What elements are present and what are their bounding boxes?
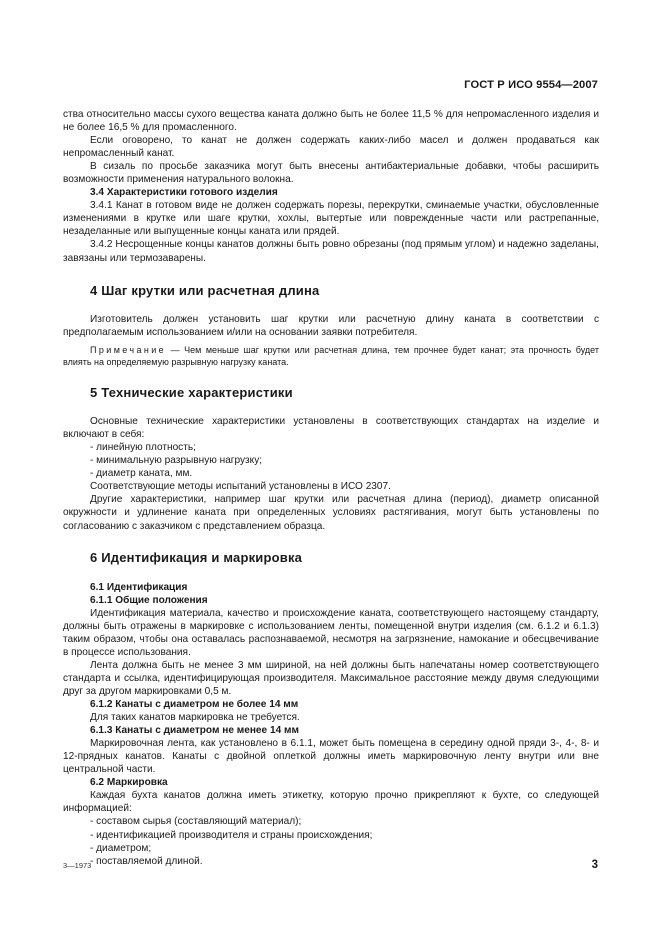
paragraph: Каждая бухта канатов должна иметь этикетку, которую прочно прикрепляют к бухте, со следующей информацией: xyxy=(63,790,599,815)
paragraph: Лента должна быть не менее 3 мм шириной, на ней должны быть напечатаны номер соответствующего стандарта и ссылка, идентифицирующая производителя. Максимальное расстояние между двумя следующими друг за другом маркировками 0,5 м. xyxy=(63,659,599,697)
section-heading-4: 4 Шаг крутки или расчетная длина xyxy=(90,282,320,298)
page-number: 3 xyxy=(591,859,598,871)
paragraph: 3.4.1 Канат в готовом виде не должен содержать порезы, перекрутки, сминаемые участки, обусловленные изменениями в крутке или шаге крутки, хохлы, вытертые или поврежденные части или растрепанные, незаделанные или выпущенные концы каната или прядей. xyxy=(63,200,599,238)
subsection-heading-6-1-2: 6.1.2 Канаты с диаметром не более 14 мм xyxy=(90,699,299,711)
section-heading-5: 5 Технические характеристики xyxy=(90,385,293,401)
section-heading-6: 6 Идентификация и маркировка xyxy=(90,549,303,565)
paragraph: 3.4.2 Несрощенные концы канатов должны быть ровно обрезаны (под прямым углом) и надежно заделаны, завязаны или термозаварены. xyxy=(63,239,599,264)
paragraph: Если оговорено, то канат не должен содержать каких-либо масел и должен продаваться как непромасленный канат. xyxy=(63,135,599,160)
paragraph: Маркировочная лента, как установлено в 6.1.1, может быть помещена в середину одной пряди 3-, 4-, 8- и 12-прядных канатов. Канаты с двойной оплеткой должны иметь маркировочную ленту внутри или вне центральной части. xyxy=(63,738,599,776)
subsection-heading-6-1-3: 6.1.3 Канаты с диаметром не менее 14 мм xyxy=(90,725,299,737)
paragraph: Соответствующие методы испытаний установлены в ИСО 2307. xyxy=(90,481,391,493)
note xyxy=(63,344,599,368)
list-item: - поставляемой длиной. xyxy=(90,855,203,867)
paragraph: Идентификация материала, качество и происхождение каната, соответствующего настоящему стандарту, должны быть отражены в маркировке с использованием ленты, помещенной внутри изделия (см. 6.1.2 и 6.1.3) таким образом, чтобы она оставалась распознаваемой, несмотря на загрязнение, намокание и обесцвечивание в процессе использования. xyxy=(63,607,599,658)
list-item: - линейную плотность; xyxy=(90,442,196,454)
paragraph: Для таких канатов маркировка не требуется. xyxy=(90,712,300,724)
list-item: - идентификацией производителя и страны происхождения; xyxy=(90,829,373,841)
subsection-heading-6-1: 6.1 Идентификация xyxy=(90,581,188,593)
paragraph: ства относительно массы сухого вещества каната должно быть не более 11,5 % для непромасленного изделия и не более 16,5 % для промасленного. xyxy=(63,109,599,134)
subsection-heading-6-2: 6.2 Маркировка xyxy=(90,777,168,789)
note-label: Примечание xyxy=(90,344,167,355)
print-code: 3—1973 xyxy=(63,861,92,870)
paragraph: Другие характеристики, например шаг крутки или расчетная длина (период), диаметр описанной окружности и удлинение каната при определенных условиях растягивания, могут быть установлены по согласованию с заказчиком с представлением образца. xyxy=(63,494,599,532)
paragraph: Основные технические характеристики установлены в соответствующих стандартах на изделие и включают в себя: xyxy=(63,416,599,441)
list-item: - диаметром; xyxy=(90,842,152,854)
page-content xyxy=(63,108,599,868)
note-text: — Чем меньше шаг крутки или расчетная длина, тем прочнее будет канат; эта прочность будет влиять на определяемую разрывную нагрузку каната. xyxy=(63,344,599,367)
paragraph: В сизаль по просьбе заказчика могут быть внесены антибактериальные добавки, чтобы расширить возможности применения натурального волокна. xyxy=(63,161,599,186)
subsection-heading-6-1-1: 6.1.1 Общие положения xyxy=(90,594,208,606)
standard-header: ГОСТ Р ИСО 9554—2007 xyxy=(464,79,598,91)
paragraph: Изготовитель должен установить шаг крутки или расчетную длину каната в соответствии с предполагаемым использованием и/или на основании заявки потребителя. xyxy=(63,313,599,338)
subsection-heading-3-4: 3.4 Характеристики готового изделия xyxy=(90,187,278,199)
list-item: - минимальную разрывную нагрузку; xyxy=(90,455,263,467)
list-item: - диаметр каната, мм. xyxy=(90,468,193,480)
list-item: - составом сырья (составляющий материал); xyxy=(90,816,302,828)
